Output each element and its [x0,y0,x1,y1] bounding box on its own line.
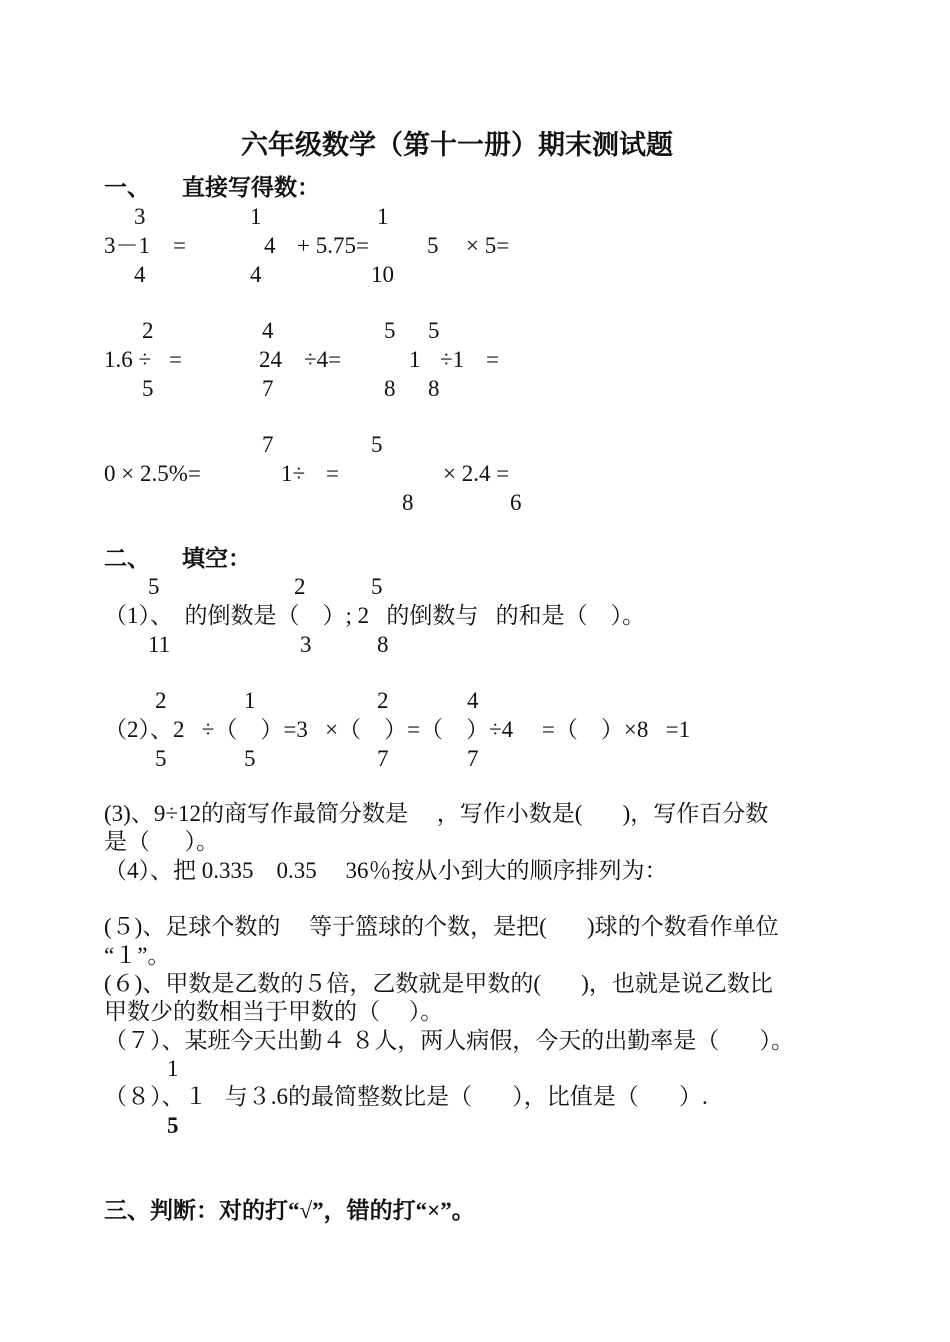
fraction-numerator: 2 [142,318,154,343]
fraction-denominator: 4 [134,262,146,287]
question-3-line-1: (3)、9÷12的商写作最简分数是 ，写作小数是( )，写作百分数 [104,801,769,826]
fraction-denominator: 5 [244,746,256,771]
expression-text: ÷4= [304,347,342,372]
expression-text: = [486,347,499,372]
expression-text: 1.6 ÷ [104,347,152,372]
expression-text: ÷1 [440,347,465,372]
question-8: （８）、１ 与３.6的最简整数比是（ ），比值是（ ）. [104,1084,708,1109]
expression-text: = [169,347,182,372]
question-4: （4）、把 0.335 0.35 36％按从小到大的顺序排列为： [104,858,668,883]
expression-text: 1 [409,347,421,372]
fraction-denominator: 8 [428,376,440,401]
question-5-line-1: (５)、足球个数的 等于篮球的个数，是把( )球的个数看作单位 [104,914,779,939]
fraction-denominator: 4 [250,262,262,287]
expression-text: × 5= [466,233,510,258]
fraction-numerator: 1 [377,204,389,229]
section1-number: 一、 [104,175,150,200]
question-6-line-1: (６)、甲数是乙数的５倍，乙数就是甲数的( )，也就是说乙数比 [104,971,773,996]
expression-text: 1÷ [281,461,306,486]
fraction-denominator: 11 [148,632,171,657]
fraction-denominator: 8 [377,632,389,657]
expression-text: × 2.4 = [443,461,510,486]
fraction-numerator: 5 [371,574,383,599]
fraction-denominator: 6 [510,490,522,515]
fraction-numerator: 1 [250,204,262,229]
fraction-denominator: 3 [300,632,312,657]
fraction-denominator: 5 [142,376,154,401]
fraction-numerator: 2 [294,574,306,599]
section2-number: 二、 [104,546,150,571]
fraction-denominator: 10 [371,262,394,287]
fraction-numerator: 4 [467,688,479,713]
fraction-numerator: 4 [262,318,274,343]
fraction-numerator: 1 [244,688,256,713]
question-2: （2）、2 ÷（ ）=3 ×（ ）=（ ）÷4 =（ ）×8 =1 [104,717,691,742]
expression-text: = [326,461,339,486]
question-1: （1）、 的倒数是（ ）; 2 的倒数与 的和是（ ）。 [104,603,646,628]
expression-text: + 5.75= [297,233,369,258]
fraction-numerator: 5 [148,574,160,599]
section2-heading: 填空： [182,546,251,571]
fraction-numerator: 2 [377,688,389,713]
page-title: 六年级数学（第十一册）期末测试题 [241,130,673,160]
fraction-numerator: 1 [167,1056,179,1081]
expression-text: 24 [259,347,282,372]
question-3-line-2: 是（ ）。 [104,829,219,854]
expression-text: 5 [427,233,439,258]
fraction-denominator: 8 [384,376,396,401]
expression-text: = [173,233,186,258]
expression-text: 0 × 2.5%= [104,461,201,486]
question-5-line-2: “１”。 [104,943,171,968]
question-7: （７）、某班今天出勤４ ８人，两人病假，今天的出勤率是（ ）。 [104,1028,794,1053]
question-6-line-2: 甲数少的数相当于甲数的（ ）。 [104,999,444,1024]
fraction-denominator: 7 [467,746,479,771]
fraction-numerator: 2 [155,688,167,713]
fraction-denominator: 5 [167,1113,179,1138]
fraction-numerator: 5 [371,432,383,457]
expression-text: 4 [264,233,276,258]
fraction-numerator: 7 [262,432,274,457]
fraction-numerator: 5 [428,318,440,343]
fraction-denominator: 5 [155,746,167,771]
fraction-denominator: 8 [402,490,414,515]
fraction-numerator: 5 [384,318,396,343]
expression-text: 3－1 [104,233,150,258]
section3-heading: 三、判断：对的打“√”，错的打“×”。 [104,1198,475,1223]
fraction-numerator: 3 [134,204,146,229]
section1-heading: 直接写得数： [182,175,320,200]
fraction-denominator: 7 [262,376,274,401]
fraction-denominator: 7 [377,746,389,771]
